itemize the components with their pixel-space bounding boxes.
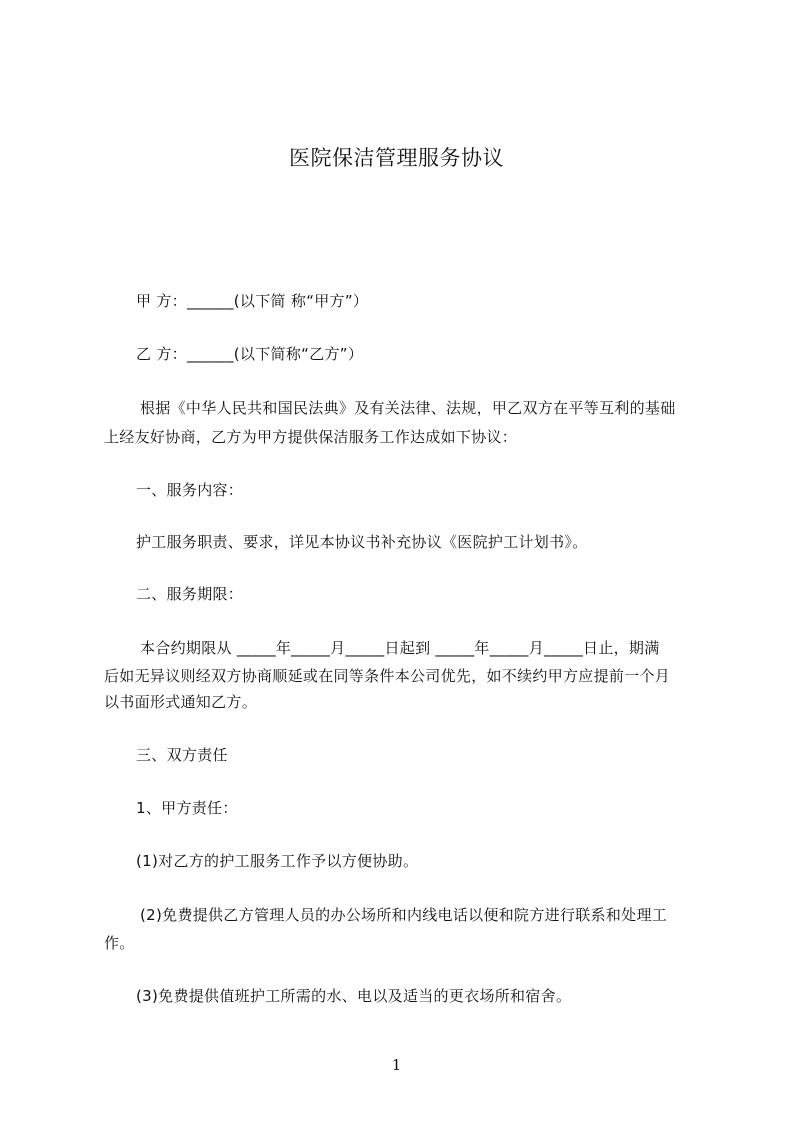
preamble-line-2: 上经友好协商，乙方为甲方提供保洁服务工作达成如下协议： — [104, 428, 518, 446]
document-title: 医院保洁管理服务协议 — [289, 146, 504, 170]
duty-2-line-2: 作。 — [104, 934, 135, 952]
section-2-line-1: 本合约期限从 _____年_____月_____日起到 _____年_____月_____日止，期满 — [140, 639, 660, 657]
page-number: 1 — [391, 1056, 402, 1074]
section-1-body: 护工服务职责、要求，详见本协议书补充协议《医院护工计划书》。 — [136, 533, 588, 551]
section-2-line-3: 以书面形式通知乙方。 — [104, 693, 258, 711]
duty-2-line-1: (2)免费提供乙方管理人员的办公场所和内线电话以便和院方进行联系和处理工 — [140, 906, 668, 924]
party-b-line: 乙 方：______(以下简称“乙方”） — [136, 345, 364, 363]
party-a-duties-heading: 1、甲方责任： — [136, 799, 238, 817]
section-2-line-2: 后如无异议则经双方协商顺延或在同等条件本公司优先，如不续约甲方应提前一个月 — [104, 667, 671, 685]
duty-1: (1)对乙方的护工服务工作予以方便协助。 — [136, 852, 419, 870]
preamble-line-1: 根据《中华人民共和国民法典》及有关法律、法规，甲乙双方在平等互利的基础 — [140, 399, 676, 417]
section-3-heading: 三、双方责任 — [136, 746, 228, 764]
section-2-heading: 二、服务期限： — [136, 585, 244, 603]
party-a-line: 甲 方：______(以下简 称“甲方”） — [136, 292, 369, 310]
section-1-heading: 一、服务内容： — [136, 481, 244, 499]
duty-3: (3)免费提供值班护工所需的水、电以及适当的更衣场所和宿舍。 — [136, 987, 572, 1005]
